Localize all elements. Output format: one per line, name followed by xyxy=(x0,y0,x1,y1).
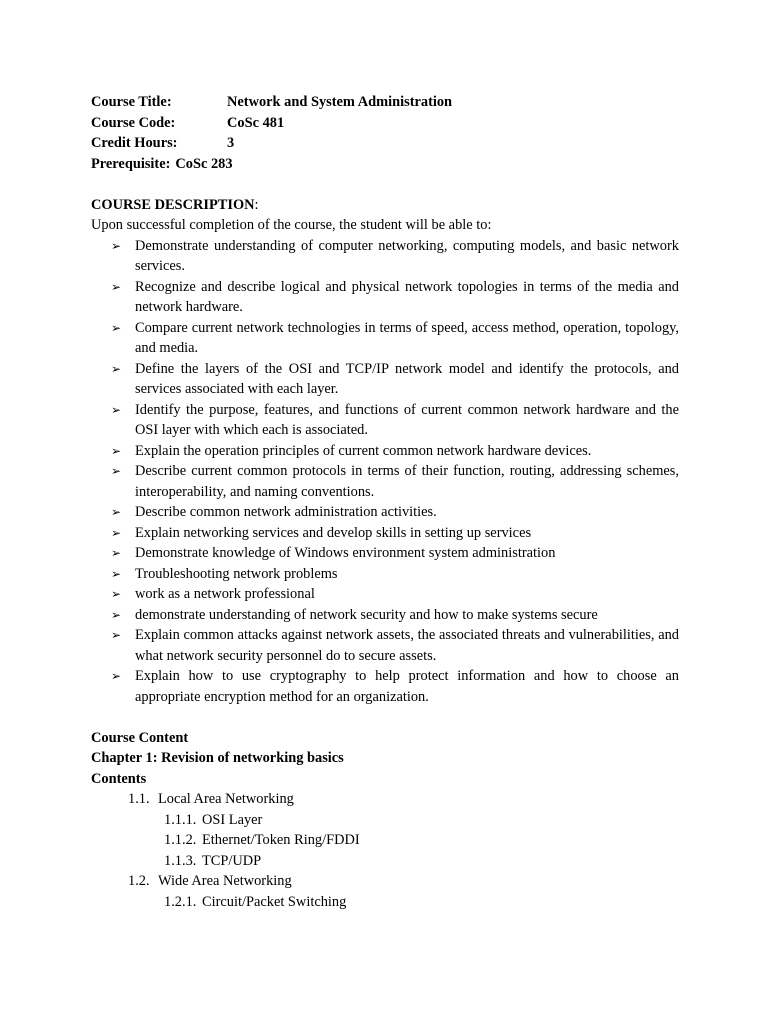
credit-hours-row xyxy=(91,133,679,154)
toc-number: 1.1.2. xyxy=(164,832,197,848)
course-title-value: Network and System Administration xyxy=(227,94,453,110)
course-description-colon: : xyxy=(254,196,259,213)
prerequisite-value: CoSc 283 xyxy=(175,155,233,172)
objective-item xyxy=(91,625,679,666)
objective-text: Explain how to use cryptography to help protect information and how to choose an appropriate encryption method for an organization. xyxy=(135,668,679,705)
prerequisite-row xyxy=(91,154,679,175)
toc-entry xyxy=(91,871,679,892)
arrow-bullet-icon: ➢ xyxy=(111,320,122,335)
course-content-heading: Course Content xyxy=(91,729,189,746)
toc-title: OSI Layer xyxy=(202,811,263,828)
objective-text: work as a network professional xyxy=(135,586,315,602)
objective-item xyxy=(91,441,679,462)
course-code-value: CoSc 481 xyxy=(227,114,285,131)
course-title-label: Course Title: xyxy=(91,94,172,110)
toc-number: 1.2.1. xyxy=(164,893,197,910)
objective-text: Describe common network administration activities. xyxy=(135,504,437,520)
objective-item xyxy=(91,584,679,605)
course-description-title: COURSE DESCRIPTION xyxy=(91,196,255,213)
arrow-bullet-icon: ➢ xyxy=(111,546,122,560)
document-body xyxy=(91,92,679,912)
objective-item xyxy=(91,564,679,585)
toc-number: 1.1.1. xyxy=(164,811,197,828)
objective-item xyxy=(91,461,679,502)
objective-text: demonstrate understanding of network security and how to make systems secure xyxy=(135,606,598,623)
toc-title: Wide Area Networking xyxy=(158,873,292,889)
arrow-bullet-icon: ➢ xyxy=(111,238,122,253)
table-of-contents xyxy=(91,789,679,912)
toc-entry xyxy=(91,789,679,810)
objective-text: Recognize and describe logical and physical network topologies in terms of the media and network hardware. xyxy=(135,278,679,315)
objective-text: Explain common attacks against network assets, the associated threats and vulnerabilities, and what network security personnel do to secure assets. xyxy=(135,627,679,664)
objective-text: Define the layers of the OSI and TCP/IP network model and identify the protocols, and services associated with each layer. xyxy=(135,360,679,397)
toc-entry xyxy=(91,810,679,831)
objective-text: Explain networking services and develop skills in setting up services xyxy=(135,524,532,541)
objective-item xyxy=(91,400,679,441)
course-code-label: Course Code: xyxy=(91,114,176,131)
objective-text: Identify the purpose, features, and functions of current common network hardware and the OSI layer with which each is associated. xyxy=(135,401,679,438)
arrow-bullet-icon: ➢ xyxy=(111,443,122,458)
prerequisite-label: Prerequisite: xyxy=(91,155,171,172)
objective-item xyxy=(91,666,679,707)
objective-item xyxy=(91,523,679,544)
arrow-bullet-icon: ➢ xyxy=(111,505,122,519)
arrow-bullet-icon: ➢ xyxy=(111,607,122,622)
objective-text: Demonstrate understanding of computer networking, computing models, and basic network services. xyxy=(135,237,679,274)
toc-entry xyxy=(91,830,679,851)
toc-title: Circuit/Packet Switching xyxy=(202,893,347,910)
arrow-bullet-icon: ➢ xyxy=(111,279,122,294)
course-title-row xyxy=(91,92,679,113)
course-description-intro: Upon successful completion of the course, the student will be able to: xyxy=(91,217,492,233)
objective-text: Compare current network technologies in terms of speed, access method, operation, topology, and media. xyxy=(135,319,679,356)
toc-number: 1.2. xyxy=(128,873,150,889)
arrow-bullet-icon: ➢ xyxy=(111,628,122,642)
objective-item xyxy=(91,543,679,564)
arrow-bullet-icon: ➢ xyxy=(111,669,122,683)
toc-number: 1.1.3. xyxy=(164,852,197,869)
arrow-bullet-icon: ➢ xyxy=(111,566,122,581)
objective-text: Troubleshooting network problems xyxy=(135,565,338,582)
arrow-bullet-icon: ➢ xyxy=(111,402,122,417)
objective-item xyxy=(91,502,679,523)
spacer xyxy=(91,174,679,195)
toc-title: Ethernet/Token Ring/FDDI xyxy=(202,832,360,848)
toc-number: 1.1. xyxy=(128,791,150,807)
toc-entry xyxy=(91,892,679,913)
toc-entry xyxy=(91,851,679,872)
credit-hours-value: 3 xyxy=(227,135,235,151)
arrow-bullet-icon: ➢ xyxy=(111,464,122,478)
chapter-heading: Chapter 1: Revision of networking basics xyxy=(91,750,344,766)
objective-text: Explain the operation principles of current common network hardware devices. xyxy=(135,442,592,459)
objectives-list xyxy=(91,236,679,708)
objective-text: Demonstrate knowledge of Windows environment system administration xyxy=(135,545,556,561)
credit-hours-label: Credit Hours: xyxy=(91,135,178,151)
objective-item xyxy=(91,605,679,626)
arrow-bullet-icon: ➢ xyxy=(111,587,122,601)
objective-item xyxy=(91,277,679,318)
objective-item xyxy=(91,236,679,277)
course-code-row xyxy=(91,113,679,134)
arrow-bullet-icon: ➢ xyxy=(111,361,122,376)
contents-label: Contents xyxy=(91,770,147,787)
toc-title: Local Area Networking xyxy=(158,791,294,807)
objective-item xyxy=(91,318,679,359)
course-description-heading xyxy=(91,195,679,216)
arrow-bullet-icon: ➢ xyxy=(111,525,122,540)
objective-item xyxy=(91,359,679,400)
spacer xyxy=(91,707,679,728)
objective-text: Describe current common protocols in terms of their function, routing, addressing schemes, interoperability, and naming conventions. xyxy=(135,463,679,500)
toc-title: TCP/UDP xyxy=(202,852,262,869)
